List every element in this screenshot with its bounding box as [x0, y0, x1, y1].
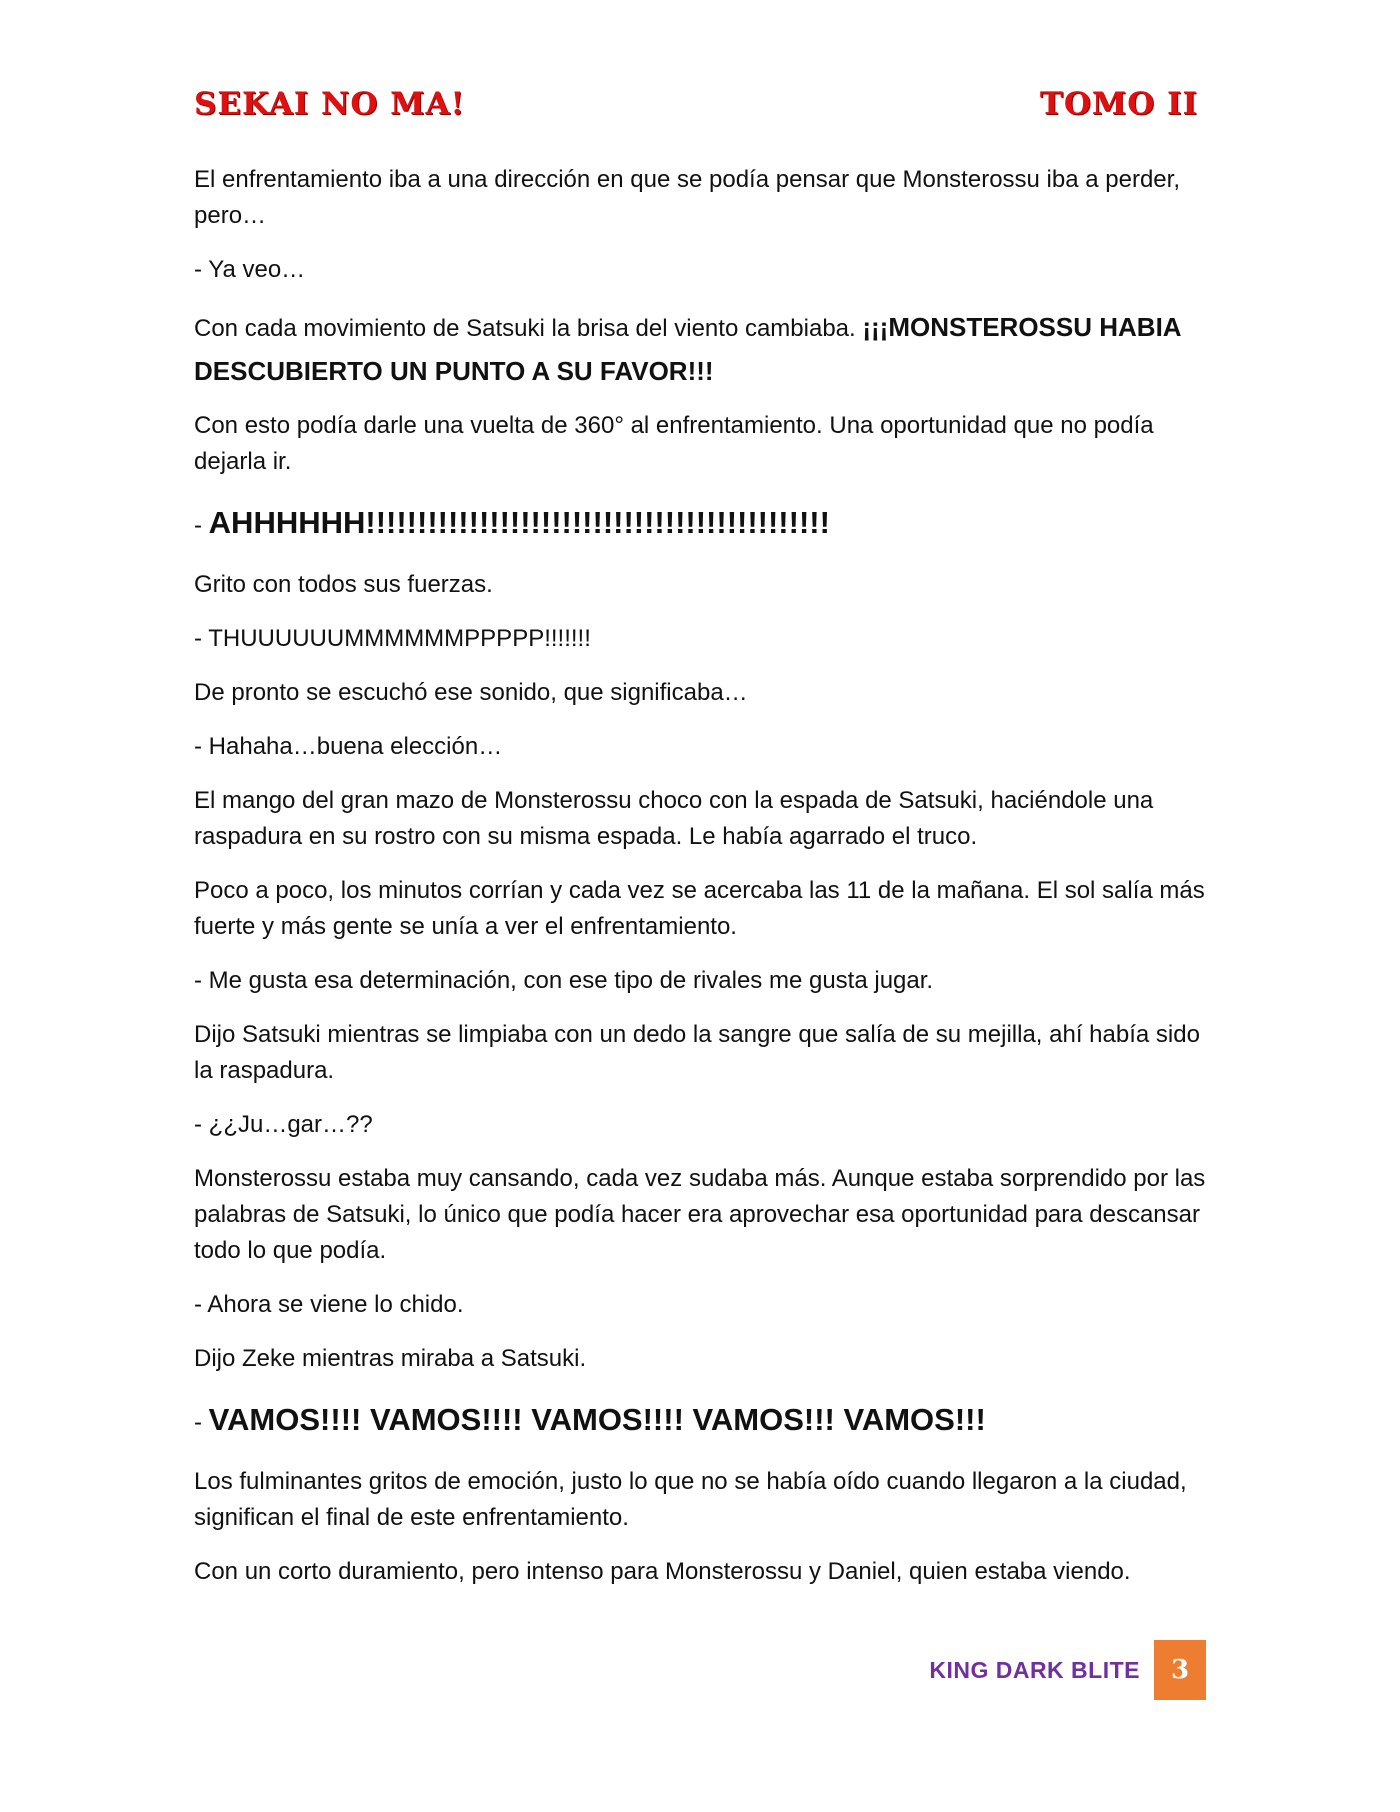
paragraph: Grito con todos sus fuerzas. [194, 571, 493, 598]
paragraph: - Me gusta esa determinación, con ese tipo de rivales me gusta jugar. [194, 967, 934, 994]
book-title: SEKAI NO MA! [194, 86, 466, 122]
paragraph: - THUUUUUUMMMMMMPPPPP!!!!!!! [194, 625, 591, 652]
paragraph: Con esto podía darle una vuelta de 360° al enfrentamiento. Una oportunidad que no podía dejarla ir. [194, 412, 1154, 475]
paragraph: Poco a poco, los minutos corrían y cada vez se acercaba las 11 de la mañana. El sol salía más fuerte y más gente se unía a ver el enfrentamiento. [194, 877, 1205, 940]
author-name: KING DARK BLITE [929, 1656, 1140, 1683]
paragraph: Los fulminantes gritos de emoción, justo lo que no se había oído cuando llegaron a la ciudad, significan el final de este enfrentamiento. [194, 1468, 1187, 1531]
paragraph-text: Con cada movimiento de Satsuki la brisa del viento cambiaba. [194, 315, 863, 342]
paragraph: - Hahaha…buena elección… [194, 733, 503, 760]
page-header [194, 86, 1198, 134]
paragraph: - Ya veo… [194, 256, 306, 283]
paragraph [194, 306, 1206, 394]
shout-text: AHHHHHH!!!!!!!!!!!!!!!!!!!!!!!!!!!!!!!!!!!!!!!!!!!!! [208, 505, 830, 540]
paragraph: Dijo Satsuki mientras se limpiaba con un dedo la sangre que salía de su mejilla, ahí había sido la raspadura. [194, 1021, 1200, 1084]
volume-label: TOMO II [1039, 86, 1198, 122]
story-text [194, 162, 1206, 1608]
paragraph: - Ahora se viene lo chido. [194, 1291, 464, 1318]
paragraph: Con un corto duramiento, pero intenso para Monsterossu y Daniel, quien estaba viendo. [194, 1558, 1131, 1585]
shout-line [194, 498, 1206, 551]
shout-text: VAMOS!!!! VAMOS!!!! VAMOS!!!! VAMOS!!! VAMOS!!! [208, 1402, 986, 1437]
paragraph: El enfrentamiento iba a una dirección en que se podía pensar que Monsterossu iba a perder, pero… [194, 166, 1180, 229]
page-footer [929, 1640, 1206, 1700]
paragraph: - ¿¿Ju…gar…?? [194, 1111, 373, 1138]
shout-line [194, 1395, 1206, 1448]
paragraph: Dijo Zeke mientras miraba a Satsuki. [194, 1345, 587, 1372]
paragraph: Monsterossu estaba muy cansando, cada vez sudaba más. Aunque estaba sorprendido por las palabras de Satsuki, lo único que podía hacer era aprovechar esa oportunidad para descansar todo lo que podía. [194, 1165, 1206, 1264]
paragraph: El mango del gran mazo de Monsterossu choco con la espada de Satsuki, haciéndole una raspadura en su rostro con su misma espada. Le había agarrado el truco. [194, 787, 1154, 850]
paragraph: De pronto se escuchó ese sonido, que significaba… [194, 679, 748, 706]
dialogue-dash: - [194, 1409, 209, 1436]
dialogue-dash: - [194, 512, 209, 539]
emphasized-text: ¡¡¡MONSTEROSSU HABIA DESCUBIERTO UN PUNTO A SU FAVOR!!! [194, 312, 1181, 386]
page-number-badge: 3 [1154, 1640, 1206, 1700]
